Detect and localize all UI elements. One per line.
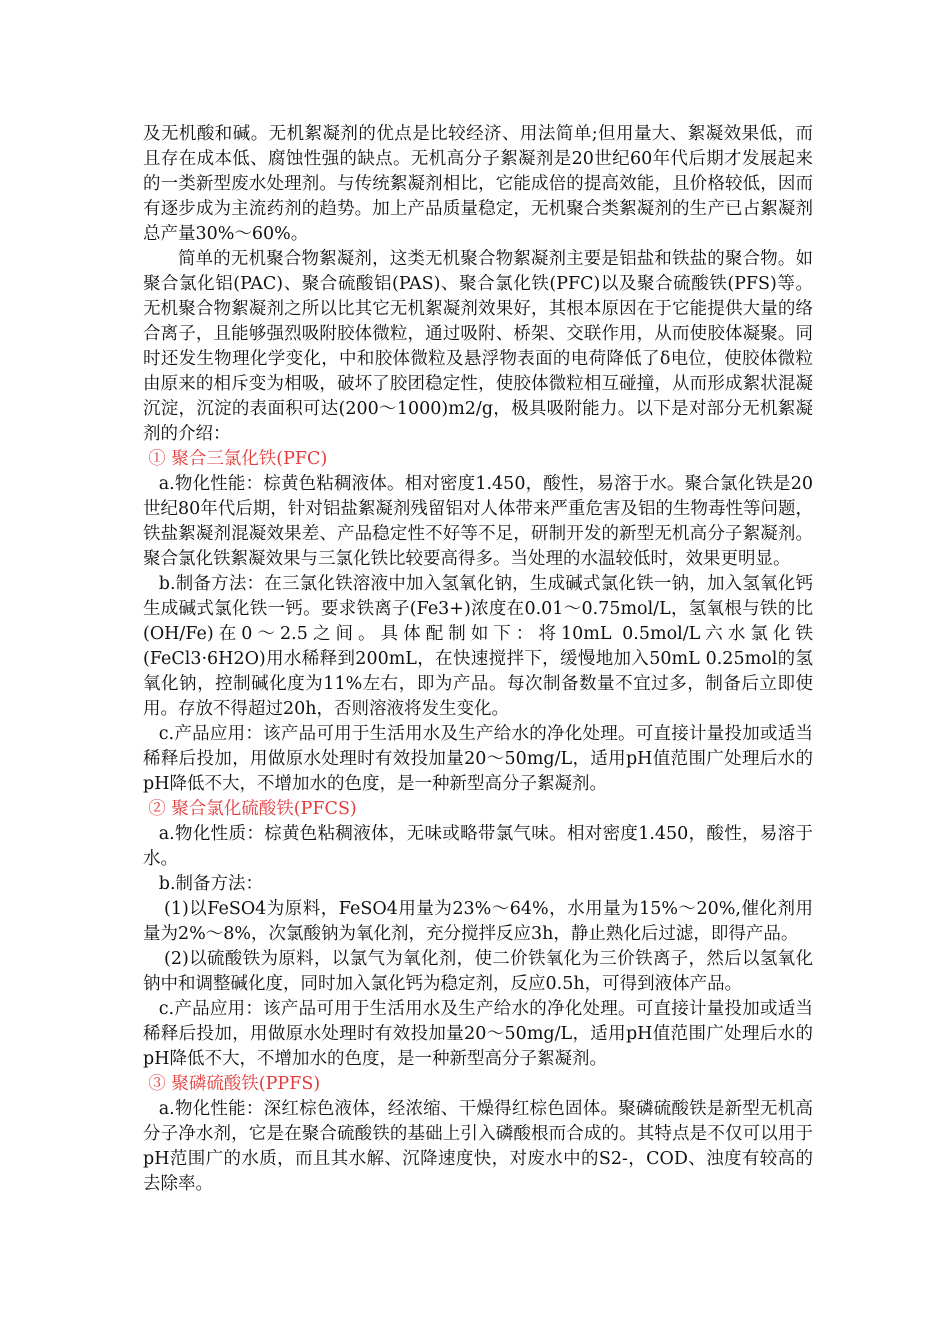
pfcs-preparation-step-2: (2)以硫酸铁为原料，以氯气为氧化剂，使二价铁氧化为三价铁离子，然后以氢氧化钠中和调整碱化度，同时加入氯化钙为稳定剂，反应0.5h，可得到液体产品。 xyxy=(143,949,813,994)
pfcs-properties: a.物化性质：棕黄色粘稠液体，无味或略带氯气味。相对密度1.450，酸性，易溶于水。 xyxy=(143,824,813,869)
intro-paragraph-1: 及无机酸和碱。无机絮凝剂的优点是比较经济、用法简单;但用量大、絮凝效果低，而且存在成本低、腐蚀性强的缺点。无机高分子絮凝剂是20世纪60年代后期才发展起来的一类新型废水处理剂。与传统絮凝剂相比，它能成倍的提高效能，且价格较低，因而有逐步成为主流药剂的趋势。加上产品质量稳定，无机聚合类絮凝剂的生产已占絮凝剂总产量30%～60%。 xyxy=(143,124,813,244)
pfcs-preparation-heading: b.制备方法： xyxy=(158,874,264,894)
pfc-application: c.产品应用：该产品可用于生活用水及生产给水的净化处理。可直接计量投加或适当稀释后投加，用做原水处理时有效投加量20～50mg/L，适用pH值范围广处理后水的pH降低不大，不增加水的色度，是一种新型高分子絮凝剂。 xyxy=(143,724,813,794)
pfc-properties: a.物化性能：棕黄色粘稠液体。相对密度1.450，酸性，易溶于水。聚合氯化铁是20世纪80年代后期，针对铝盐絮凝剂残留铝对人体带来严重危害及铝的生物毒性等问题，铁盐絮凝剂混凝效果差、产品稳定性不好等不足，研制开发的新型无机高分子絮凝剂。聚合氯化铁絮凝效果与三氯化铁比较要高得多。当处理的水温较低时，效果更明显。 xyxy=(143,474,813,569)
intro-paragraph-2: 简单的无机聚合物絮凝剂，这类无机聚合物絮凝剂主要是铝盐和铁盐的聚合物。如聚合氯化铝(PAC)、聚合硫酸铝(PAS)、聚合氯化铁(PFC)以及聚合硫酸铁(PFS)等。无机聚合物絮凝剂之所以比其它无机絮凝剂效果好，其根本原因在于它能提供大量的络合离子，且能够强烈吸附胶体微粒，通过吸附、桥架、交联作用，从而使胶体凝聚。同时还发生物理化学变化，中和胶体微粒及悬浮物表面的电荷降低了δ电位，使胶体微粒由原来的相斥变为相吸，破坏了胶团稳定性，使胶体微粒相互碰撞，从而形成絮状混凝沉淀，沉淀的表面积可达(200～1000)m2/g，极具吸附能力。以下是对部分无机絮凝剂的介绍： xyxy=(143,249,813,444)
section-heading-pfc: ① 聚合三氯化铁(PFC) xyxy=(148,449,328,469)
pfcs-preparation-step-1: (1)以FeSO4为原料，FeSO4用量为23%～64%，水用量为15%～20%,催化剂用量为2%～8%，次氯酸钠为氧化剂，充分搅拌反应3h，静止熟化后过滤，即得产品。 xyxy=(143,899,813,944)
ppfs-properties: a.物化性能：深红棕色液体，经浓缩、干燥得红棕色固体。聚磷硫酸铁是新型无机高分子净水剂，它是在聚合硫酸铁的基础上引入磷酸根而合成的。其特点是不仅可以用于pH范围广的水质，而且其水解、沉降速度快，对废水中的S2-，COD、浊度有较高的去除率。 xyxy=(143,1099,813,1194)
document-body xyxy=(143,122,813,1197)
pfc-preparation: b.制备方法：在三氯化铁溶液中加入氢氧化钠，生成碱式氯化铁一钠，加入氢氧化钙生成碱式氯化铁一钙。要求铁离子(Fe3+)浓度在0.01～0.75mol/L，氢氧根与铁的比(OH/Fe)在0～2.5之间。具体配制如下：将10mL 0.5mol/L六水氯化铁(FeCl3·6H2O)用水稀释到200mL，在快速搅拌下，缓慢地加入50mL 0.25mol的氢氧化钠，控制碱化度为11%左右，即为产品。每次制备数量不宜过多，制备后立即使用。存放不得超过20h，否则溶液将发生变化。 xyxy=(143,574,813,719)
section-heading-pfcs: ② 聚合氯化硫酸铁(PFCS) xyxy=(148,799,357,819)
pfcs-application: c.产品应用：该产品可用于生活用水及生产给水的净化处理。可直接计量投加或适当稀释后投加，用做原水处理时有效投加量20～50mg/L，适用pH值范围广处理后水的pH降低不大，不增加水的色度，是一种新型高分子絮凝剂。 xyxy=(143,999,813,1069)
section-heading-ppfs: ③ 聚磷硫酸铁(PPFS) xyxy=(148,1074,321,1094)
